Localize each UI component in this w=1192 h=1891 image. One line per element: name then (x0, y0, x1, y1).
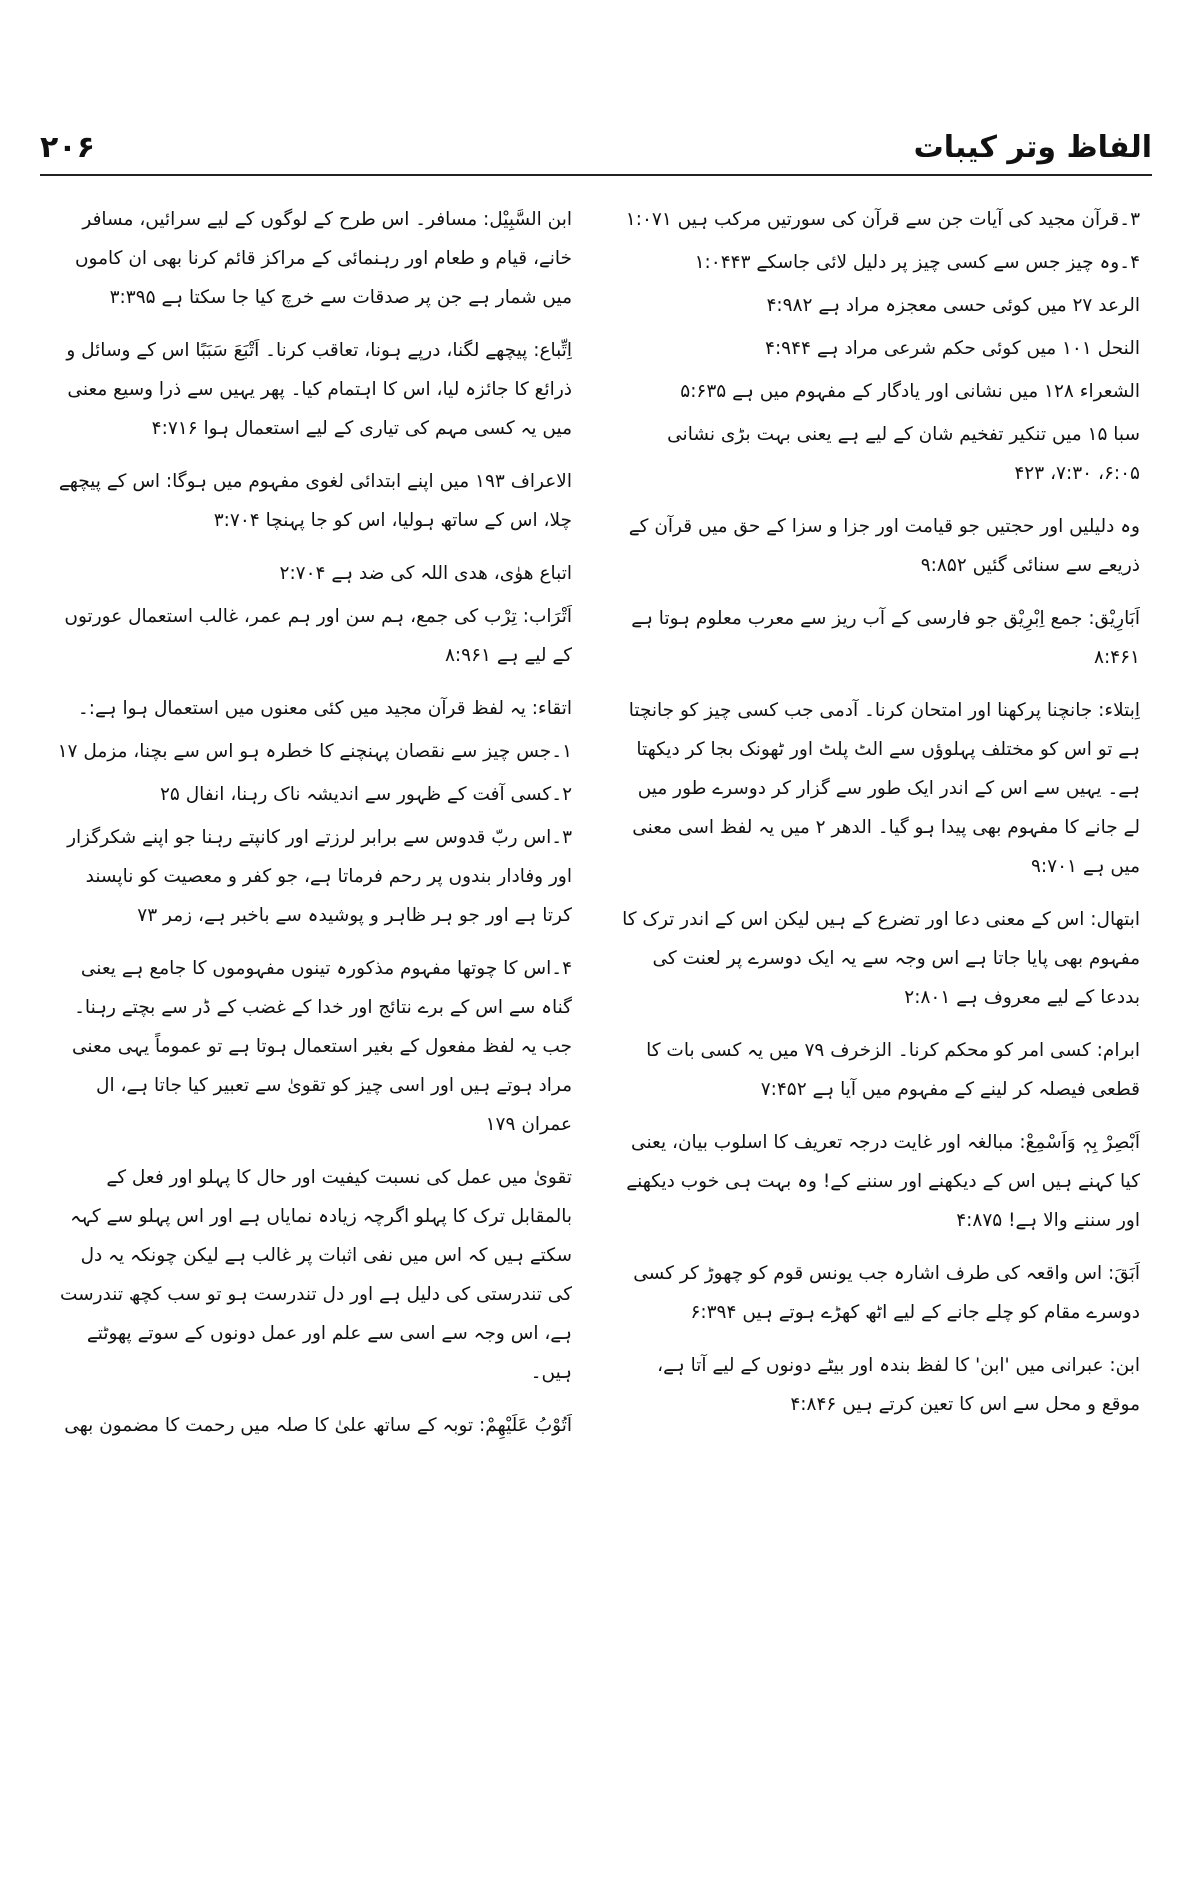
right-column (620, 200, 1140, 1860)
entry-paragraph: الاعراف ۱۹۳ میں اپنے ابتدائی لغوی مفہوم میں ہوگا: اس کے پیچھے چلا، اس کے ساتھ ہولیا، اس کو جا پہنچا ۳:۷۰۴ (58, 471, 572, 531)
entry-paragraph: اتقاء: یہ لفظ قرآن مجید میں کئی معنوں میں استعمال ہوا ہے:۔ (77, 698, 572, 719)
entry-paragraph: اَبَارِیْق: جمع اِبْرِیْق جو فارسی کے آب ریز سے معرب معلوم ہوتا ہے ۸:۴۶۱ (631, 608, 1140, 668)
entry-paragraph: وہ دلیلیں اور حجتیں جو قیامت اور جزا و سزا کے حق میں قرآن کے ذریعے سے سنائی گئیں ۹:۸۵۲ (628, 516, 1140, 576)
entry-paragraph: اَتْرَاب: تِرْب کی جمع، ہم سن اور ہم عمر، غالب استعمال عورتوں کے لیے ہے ۸:۹۶۱ (64, 606, 572, 666)
entry-paragraph: ابن السَّبِیْل: مسافر۔ اس طرح کے لوگوں کے لیے سرائیں، مسافر خانے، قیام و طعام اور رہنمائی کے مراکز قائم کرنا بھی ان کاموں میں شمار ہے جن پر صدقات سے خرچ کیا جا سکتا ہے ۳:۳۹۵ (74, 209, 572, 308)
entry-paragraph: اِبتلاء: جانچنا پرکھنا اور امتحان کرنا۔ آدمی جب کسی چیز کو جانچتا ہے تو اس کو مختلف پہلوؤں سے الٹ پلٹ اور ٹھونک بجا کر دیکھتا ہے۔ یہیں سے اس کے اندر ایک طور سے گزار کر دوسرے طور میں لے جانے کا مفہوم بھی پیدا ہو گیا۔ الدھر ۲ میں یہ لفظ اسی معنی میں ہے ۹:۷۰۱ (628, 700, 1140, 877)
page-number: ۲۰۶ (40, 130, 95, 165)
entry-paragraph: ۳۔اس ربّ قدوس سے برابر لرزتے اور کانپتے رہنا جو اپنے شکرگزار اور وفادار بندوں پر رحم فرماتا ہے، جو کفر و معصیت کو ناپسند کرتا ہے اور جو ہر ظاہر و پوشیدہ سے باخبر ہے، زمر ۷۳ (67, 827, 572, 926)
entry-paragraph: سبا ۱۵ میں تنکیر تفخیم شان کے لیے ہے یعنی بہت بڑی نشانی ۶:۰۵، ۷:۳۰، ۴۲۳ (667, 424, 1140, 484)
entry-paragraph: ابتھال: اس کے معنی دعا اور تضرع کے ہیں لیکن اس کے اندر ترک کا مفہوم بھی پایا جاتا ہے اس وجہ سے یہ ایک دوسرے پر لعنت کی بددعا کے لیے معروف ہے ۲:۸۰۱ (622, 909, 1140, 1008)
entry-paragraph: ابن: عبرانی میں 'ابن' کا لفظ بندہ اور بیٹے دونوں کے لیے آتا ہے، موقع و محل سے اس کا تعین کرتے ہیں ۴:۸۴۶ (657, 1355, 1140, 1415)
entry-paragraph: اَبَقَ: اس واقعہ کی طرف اشارہ جب یونس قوم کو چھوڑ کر کسی دوسرے مقام کو چلے جانے کے لیے اٹھ کھڑے ہوتے ہیں ۶:۳۹۴ (633, 1263, 1140, 1323)
running-title: الفاظ وتر کیبات (913, 130, 1152, 165)
entry-paragraph: ۲۔کسی آفت کے ظہور سے اندیشہ ناک رہنا، انفال ۲۵ (159, 784, 572, 805)
entry-paragraph: ۱۔جس چیز سے نقصان پہنچنے کا خطرہ ہو اس سے بچنا، مزمل ۱۷ (57, 741, 572, 762)
entry-paragraph: النحل ۱۰۱ میں کوئی حکم شرعی مراد ہے ۴:۹۴۴ (765, 338, 1140, 359)
entry-paragraph: اِتِّباع: پیچھے لگنا، درپے ہونا، تعاقب کرنا۔ اَتْبَعَ سَبَبًا اس کے وسائل و ذرائع کا جائزہ لیا، اس کا اہتمام کیا۔ پھر یہیں سے ذرا وسیع معنی میں یہ کسی مہم کی تیاری کے لیے استعمال ہوا ۴:۷۱۶ (66, 340, 572, 439)
entry-paragraph: تقویٰ میں عمل کی نسبت کیفیت اور حال کا پہلو اور فعل کے بالمقابل ترک کا پہلو اگرچہ زیادہ نمایاں ہے اور اس پہلو سے کہہ سکتے ہیں کہ اس میں نفی اثبات پر غالب ہے لیکن چونکہ یہ دل کی تندرستی کی دلیل ہے اور دل تندرست ہو تو سب کچھ تندرست ہے، اس وجہ سے اسی سے علم اور عمل دونوں کے سوتے پھوٹتے ہیں۔ (59, 1167, 572, 1383)
entry-paragraph: ابرام: کسی امر کو محکم کرنا۔ الزخرف ۷۹ میں یہ کسی بات کا قطعی فیصلہ کر لینے کے مفہوم میں آیا ہے ۷:۴۵۲ (646, 1040, 1140, 1100)
entry-paragraph: اَتُوْبُ عَلَیْھِمْ: توبہ کے ساتھ علیٰ کا صلہ میں رحمت کا مضمون بھی (64, 1415, 572, 1436)
left-column (52, 200, 572, 1860)
entry-paragraph: اَبْصِرْ بِہٖ وَاَسْمِعْ: مبالغہ اور غایت درجہ تعریف کا اسلوب بیان، یعنی کیا کہنے ہیں اس کے دیکھنے اور سننے کے! وہ بہت ہی خوب دیکھنے اور سننے والا ہے! ۴:۸۷۵ (626, 1132, 1140, 1231)
page-header (40, 128, 1152, 176)
entry-paragraph: ۴۔اس کا چوتھا مفہوم مذکورہ تینوں مفہوموں کا جامع ہے یعنی گناہ سے اس کے برے نتائج اور خدا کے غضب کے ڈر سے بچتے رہنا۔ جب یہ لفظ مفعول کے بغیر استعمال ہوتا ہے تو عموماً یہی معنی مراد ہوتے ہیں اور اسی چیز کو تقویٰ سے تعبیر کیا جاتا ہے، ال عمران ۱۷۹ (72, 958, 572, 1135)
entry-paragraph: الرعد ۲۷ میں کوئی حسی معجزہ مراد ہے ۴:۹۸۲ (766, 295, 1140, 316)
entry-paragraph: ۴۔وہ چیز جس سے کسی چیز پر دلیل لائی جاسکے ۱:۰۴۴۳ (694, 252, 1140, 273)
entry-paragraph: الشعراء ۱۲۸ میں نشانی اور یادگار کے مفہوم میں ہے ۵:۶۳۵ (680, 381, 1140, 402)
entry-paragraph: ۳۔قرآن مجید کی آیات جن سے قرآن کی سورتیں مرکب ہیں ۱:۰۷۱ (625, 209, 1140, 230)
entry-paragraph: اتباع ھوٰی، ھدی اللہ کی ضد ہے ۲:۷۰۴ (279, 563, 572, 584)
